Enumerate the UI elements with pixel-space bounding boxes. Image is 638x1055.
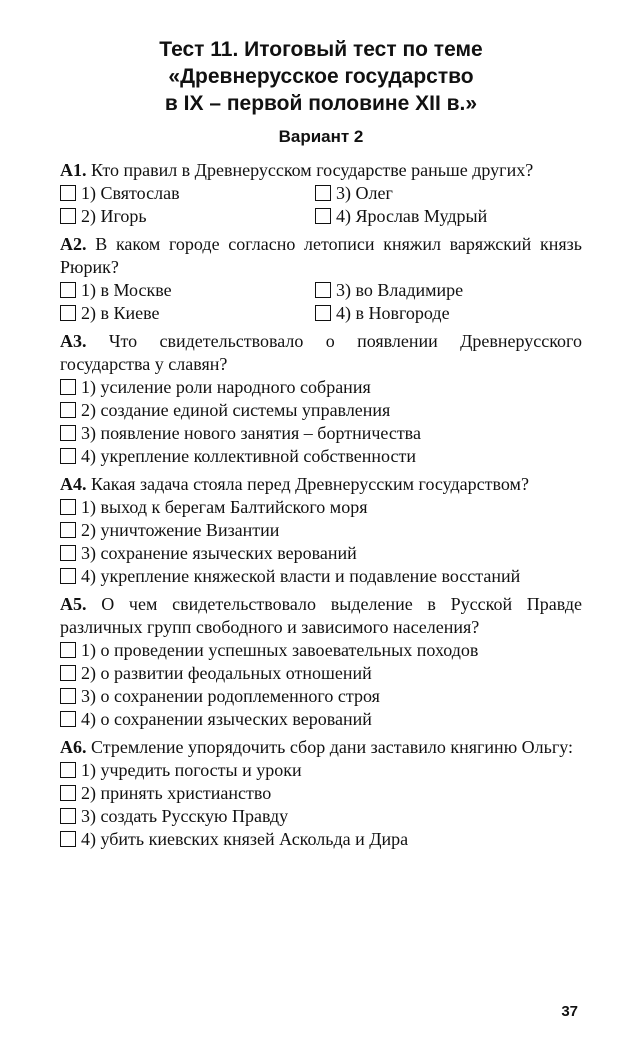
answer-option[interactable]: [60, 302, 315, 325]
answer-option[interactable]: [60, 542, 582, 565]
checkbox[interactable]: [315, 282, 331, 298]
question-a4: [60, 473, 582, 588]
answer-label: 3) о сохранении родоплеменного строя: [81, 686, 380, 706]
question-number: А3.: [60, 331, 87, 351]
answer-label: 4) укрепление коллективной собственности: [81, 446, 416, 466]
checkbox[interactable]: [60, 711, 76, 727]
answer-label: 3) появление нового занятия – бортничества: [81, 423, 421, 443]
answer-option[interactable]: [60, 782, 582, 805]
page-title: [60, 36, 582, 117]
answer-option[interactable]: [60, 399, 582, 422]
question-a5: [60, 593, 582, 731]
checkbox[interactable]: [60, 185, 76, 201]
checkbox[interactable]: [60, 831, 76, 847]
checkbox[interactable]: [60, 379, 76, 395]
question-a3: [60, 330, 582, 468]
answer-option[interactable]: [60, 639, 582, 662]
question-a6: [60, 736, 582, 851]
answer-option[interactable]: [60, 662, 582, 685]
question-text: В каком городе согласно летописи княжил варяжский князь Рюрик?: [60, 234, 582, 277]
answer-option[interactable]: [60, 519, 582, 542]
answer-label: 1) усиление роли народного собрания: [81, 377, 371, 397]
title-line-3: в IX – первой половине XII в.»: [164, 92, 478, 115]
answer-label: 4) убить киевских князей Аскольда и Дира: [81, 829, 409, 849]
checkbox[interactable]: [60, 282, 76, 298]
question-a2: [60, 233, 582, 325]
question-number: А6.: [60, 737, 87, 757]
checkbox[interactable]: [60, 448, 76, 464]
answer-options: [60, 496, 582, 588]
answer-label: 4) о сохранении языческих верований: [81, 709, 372, 729]
title-line-1: Тест 11. Итоговый тест по теме: [159, 38, 483, 61]
question-number: А1.: [60, 160, 87, 180]
answer-label: 2) принять христианство: [81, 783, 272, 803]
answer-option[interactable]: [60, 205, 315, 228]
question-number: А5.: [60, 594, 87, 614]
answer-label: 3) сохранение языческих верований: [81, 543, 357, 563]
answer-label: 2) о развитии феодальных отношений: [81, 663, 372, 683]
answer-option[interactable]: [60, 376, 582, 399]
answer-option[interactable]: [315, 182, 582, 205]
answer-option[interactable]: [60, 828, 582, 851]
answer-option[interactable]: [60, 279, 315, 302]
answer-label: 2) уничтожение Византии: [81, 520, 280, 540]
answer-option[interactable]: [315, 302, 582, 325]
answer-label: 2) создание единой системы управления: [81, 400, 391, 420]
checkbox[interactable]: [315, 185, 331, 201]
answer-label: 3) создать Русскую Правду: [81, 806, 289, 826]
answer-label: 3) Олег: [336, 183, 393, 203]
checkbox[interactable]: [60, 762, 76, 778]
answer-option[interactable]: [315, 279, 582, 302]
answer-label: 1) о проведении успешных завоевательных походов: [81, 640, 479, 660]
answer-label: 2) в Киеве: [81, 303, 160, 323]
variant-label: Вариант 2: [278, 127, 364, 146]
question-number: А4.: [60, 474, 87, 494]
answer-label: 2) Игорь: [81, 206, 147, 226]
question-a1: [60, 159, 582, 228]
answer-option[interactable]: [60, 805, 582, 828]
answer-label: 4) в Новгороде: [336, 303, 450, 323]
answer-options: [60, 759, 582, 851]
answer-option[interactable]: [60, 759, 582, 782]
answer-options: [60, 639, 582, 731]
checkbox[interactable]: [60, 688, 76, 704]
page-number: 37: [561, 1003, 578, 1020]
answer-label: 3) во Владимире: [336, 280, 464, 300]
answer-label: 4) Ярослав Мудрый: [336, 206, 488, 226]
checkbox[interactable]: [60, 785, 76, 801]
checkbox[interactable]: [315, 208, 331, 224]
checkbox[interactable]: [60, 499, 76, 515]
answer-label: 1) Святослав: [81, 183, 180, 203]
answer-option[interactable]: [60, 565, 582, 588]
checkbox[interactable]: [60, 402, 76, 418]
question-text: О чем свидетельствовало выделение в Русской Правде различных групп свободного и зависимого населения?: [60, 594, 582, 637]
checkbox[interactable]: [60, 665, 76, 681]
answer-option[interactable]: [60, 496, 582, 519]
checkbox[interactable]: [60, 522, 76, 538]
title-line-2: «Древнерусское государство: [168, 65, 474, 88]
question-number: А2.: [60, 234, 87, 254]
checkbox[interactable]: [60, 545, 76, 561]
checkbox[interactable]: [60, 808, 76, 824]
checkbox[interactable]: [60, 208, 76, 224]
answer-option[interactable]: [60, 708, 582, 731]
checkbox[interactable]: [60, 568, 76, 584]
checkbox[interactable]: [60, 305, 76, 321]
answer-options: [60, 182, 582, 228]
answer-options: [60, 279, 582, 325]
answer-label: 4) укрепление княжеской власти и подавление восстаний: [81, 566, 521, 586]
answer-option[interactable]: [315, 205, 582, 228]
question-text: Кто правил в Древнерусском государстве раньше других?: [91, 160, 534, 180]
answer-label: 1) в Москве: [81, 280, 172, 300]
answer-option[interactable]: [60, 685, 582, 708]
question-text: Что свидетельствовало о появлении Древнерусского государства у славян?: [60, 331, 582, 374]
question-text: Стремление упорядочить сбор дани заставило княгиню Ольгу:: [91, 737, 573, 757]
answer-label: 1) выход к берегам Балтийского моря: [81, 497, 368, 517]
answer-option[interactable]: [60, 445, 582, 468]
checkbox[interactable]: [315, 305, 331, 321]
checkbox[interactable]: [60, 642, 76, 658]
answer-options: [60, 376, 582, 468]
answer-option[interactable]: [60, 422, 582, 445]
question-text: Какая задача стояла перед Древнерусским государством?: [91, 474, 529, 494]
answer-option[interactable]: [60, 182, 315, 205]
answer-label: 1) учредить погосты и уроки: [81, 760, 302, 780]
checkbox[interactable]: [60, 425, 76, 441]
